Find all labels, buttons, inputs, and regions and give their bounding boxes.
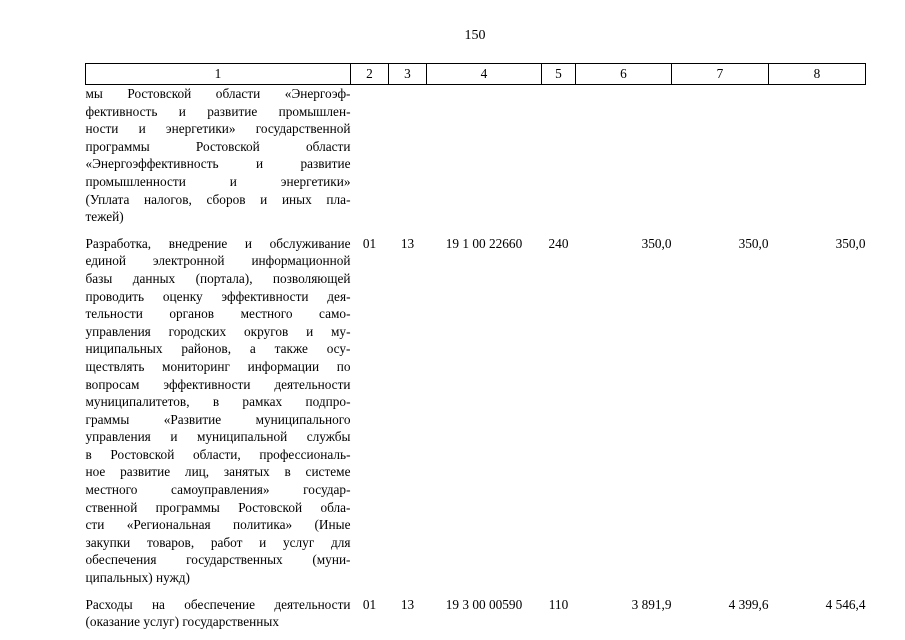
row-description bbox=[86, 235, 351, 596]
description-line: ственной программы Ростовской обла- bbox=[85, 499, 351, 515]
header-cell: 8 bbox=[769, 64, 866, 85]
amount-year-2: 350,0 bbox=[738, 235, 769, 251]
description-line: обеспечения государственных (муни- bbox=[85, 552, 351, 568]
amount-year-1 bbox=[576, 85, 672, 235]
table-body bbox=[86, 85, 866, 631]
header-cell: 5 bbox=[542, 64, 576, 85]
expense-type-code: 110 bbox=[548, 596, 569, 612]
row-description bbox=[86, 85, 351, 235]
amount-year-3: 4 546,4 bbox=[825, 596, 866, 612]
description-line: программы Ростовской области bbox=[85, 138, 351, 154]
amount-year-3: 350,0 bbox=[835, 235, 866, 251]
description-line: мы Ростовской области «Энергоэф- bbox=[85, 86, 351, 101]
description-line: закупки товаров, работ и услуг для bbox=[85, 534, 351, 550]
expense-type-code bbox=[542, 85, 576, 235]
header-cell: 1 bbox=[86, 64, 351, 85]
target-article-code bbox=[427, 85, 542, 235]
expense-type-code: 240 bbox=[548, 235, 569, 251]
header-cell: 7 bbox=[672, 64, 769, 85]
amount-year-2 bbox=[672, 85, 769, 235]
page-number: 150 bbox=[464, 28, 486, 43]
amount-year-3 bbox=[769, 85, 866, 235]
description-line: Расходы на обеспечение деятельности bbox=[85, 596, 351, 612]
description-line: ное развитие лиц, занятых в системе bbox=[85, 464, 351, 480]
description-line: муниципалитетов, в рамках подпро- bbox=[85, 394, 351, 410]
row-description bbox=[86, 596, 351, 631]
amount-year-2: 4 399,6 bbox=[728, 596, 769, 612]
description-line: «Энергоэффективность и развитие bbox=[85, 156, 351, 172]
description-line: управления городских округов и му- bbox=[85, 323, 351, 339]
description-line: вопросам эффективности деятельности bbox=[85, 376, 351, 392]
description-line: управления и муниципальной службы bbox=[85, 429, 351, 445]
description-line: сти «Региональная политика» (Иные bbox=[85, 517, 351, 533]
description-line: единой электронной информационной bbox=[85, 253, 351, 269]
description-line: тежей) bbox=[85, 209, 124, 225]
description-line: фективность и развитие промышлен- bbox=[85, 103, 351, 119]
description-line: базы данных (портала), позволяющей bbox=[85, 270, 351, 286]
description-line: местного самоуправления» государ- bbox=[85, 482, 351, 498]
description-line: проводить оценку эффективности дея- bbox=[85, 288, 351, 304]
table-row bbox=[86, 596, 866, 631]
header-cell: 2 bbox=[351, 64, 389, 85]
header-cell: 6 bbox=[576, 64, 672, 85]
description-line: ществлять мониторинг информации по bbox=[85, 358, 351, 374]
budget-table bbox=[85, 63, 866, 631]
description-line: ципальных) нужд) bbox=[85, 570, 190, 586]
description-line: Разработка, внедрение и обслуживание bbox=[85, 235, 351, 251]
section-code bbox=[351, 85, 389, 235]
target-article-code: 19 1 00 22660 bbox=[445, 235, 523, 251]
subsection-code bbox=[389, 85, 427, 235]
description-line: (Уплата налогов, сборов и иных пла- bbox=[85, 191, 351, 207]
amount-year-1: 350,0 bbox=[641, 235, 672, 251]
description-line: граммы «Развитие муниципального bbox=[85, 411, 351, 427]
table-row bbox=[86, 85, 866, 235]
subsection-code: 13 bbox=[400, 235, 415, 251]
target-article-code: 19 3 00 00590 bbox=[445, 596, 523, 612]
description-line: (оказание услуг) государственных bbox=[85, 614, 279, 630]
subsection-code: 13 bbox=[400, 596, 415, 612]
header-cell: 3 bbox=[389, 64, 427, 85]
description-line: тельности органов местного само- bbox=[85, 306, 351, 322]
description-line: ности и энергетики» государственной bbox=[85, 121, 351, 137]
section-code: 01 bbox=[362, 235, 377, 251]
amount-year-1: 3 891,9 bbox=[631, 596, 672, 612]
header-cell: 4 bbox=[427, 64, 542, 85]
description-line: ниципальных районов, а также осу- bbox=[85, 341, 351, 357]
header-row bbox=[86, 64, 866, 85]
section-code: 01 bbox=[362, 596, 377, 612]
table-row bbox=[86, 235, 866, 596]
description-line: промышленности и энергетики» bbox=[85, 173, 351, 189]
description-line: в Ростовской области, профессиональ- bbox=[85, 446, 351, 462]
